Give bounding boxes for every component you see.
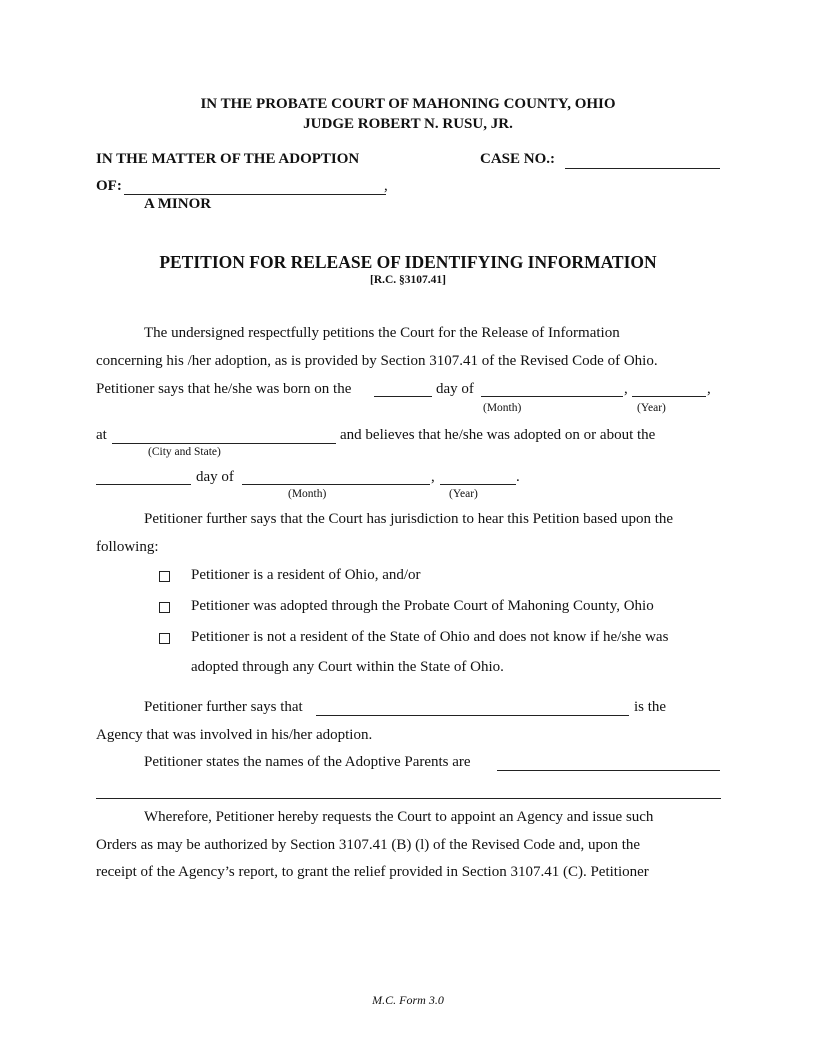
agency-name-field[interactable]: [316, 703, 629, 716]
para3-line2: Agency that was involved in his/her adoption.: [96, 727, 373, 743]
non-resident-checkbox[interactable]: [159, 633, 170, 644]
para4-line3: receipt of the Agency’s report, to grant the relief provided in Section 3107.41 (C). Petitioner: [96, 864, 649, 880]
para1-line2: concerning his /her adoption, as is provided by Section 3107.41 of the Revised Code of Ohio.: [96, 353, 658, 369]
case-no-label: CASE NO.:: [480, 151, 556, 167]
adoptive-parents-continuation-field[interactable]: [96, 798, 721, 799]
para2-line1: Petitioner further says that the Court has jurisdiction to hear this Petition based upon the: [144, 511, 674, 527]
adoption-day-field[interactable]: [96, 472, 191, 485]
year-caption: (Year): [449, 488, 478, 500]
comma: ,: [431, 469, 435, 485]
para1-line1: The undersigned respectfully petitions the Court for the Release of Information: [144, 325, 620, 341]
para1-line5-a: day of: [196, 469, 234, 485]
court-heading: IN THE PROBATE COURT OF MAHONING COUNTY, OHIO: [200, 96, 616, 112]
of-trailing-comma: ,: [384, 178, 388, 194]
birth-day-field[interactable]: [374, 384, 432, 397]
para1-line4-a: at: [96, 427, 107, 443]
checkbox-label-continuation: adopted through any Court within the State of Ohio.: [191, 659, 504, 675]
para4-line2: Orders as may be authorized by Section 3107.41 (B) (l) of the Revised Code and, upon the: [96, 837, 641, 853]
comma: ,: [624, 381, 628, 397]
minor-label: A MINOR: [144, 196, 212, 212]
adoptive-parents-field[interactable]: [497, 758, 720, 771]
case-no-field[interactable]: [565, 156, 720, 169]
checkbox-label: Petitioner is a resident of Ohio, and/or: [191, 567, 421, 583]
matter-line: IN THE MATTER OF THE ADOPTION: [96, 151, 360, 167]
month-caption: (Month): [288, 488, 327, 500]
comma: ,: [707, 381, 711, 397]
of-label: OF:: [96, 178, 122, 194]
period: .: [516, 469, 520, 485]
para3-line1-a: Petitioner further says that: [144, 699, 303, 715]
form-number: M.C. Form 3.0: [372, 993, 444, 1007]
petition-title: PETITION FOR RELEASE OF IDENTIFYING INFORMATION: [159, 252, 657, 272]
para1-line3-a: Petitioner says that he/she was born on the: [96, 381, 352, 397]
para4-line1: Wherefore, Petitioner hereby requests the Court to appoint an Agency and issue such: [144, 809, 654, 825]
statute-reference: [R.C. §3107.41]: [369, 274, 447, 286]
adoptee-name-field[interactable]: [124, 182, 386, 195]
city-state-field[interactable]: [112, 431, 336, 444]
para1-line3-b: day of: [436, 381, 474, 397]
para2-line2: following:: [96, 539, 159, 555]
city-state-caption: (City and State): [148, 446, 221, 458]
adoption-month-field[interactable]: [242, 472, 430, 485]
resident-ohio-checkbox[interactable]: [159, 571, 170, 582]
para1-line4-b: and believes that he/she was adopted on or about the: [340, 427, 656, 443]
month-caption: (Month): [483, 402, 522, 414]
para3-line1-b: is the: [634, 699, 667, 715]
birth-year-field[interactable]: [632, 384, 706, 397]
checkbox-label: Petitioner is not a resident of the State of Ohio and does not know if he/she was: [191, 629, 669, 645]
birth-month-field[interactable]: [481, 384, 623, 397]
para3-line3: Petitioner states the names of the Adoptive Parents are: [144, 754, 471, 770]
checkbox-label: Petitioner was adopted through the Probate Court of Mahoning County, Ohio: [191, 598, 654, 614]
year-caption: (Year): [637, 402, 666, 414]
judge-heading: JUDGE ROBERT N. RUSU, JR.: [303, 116, 513, 132]
adopted-mahoning-checkbox[interactable]: [159, 602, 170, 613]
adoption-year-field[interactable]: [440, 472, 516, 485]
